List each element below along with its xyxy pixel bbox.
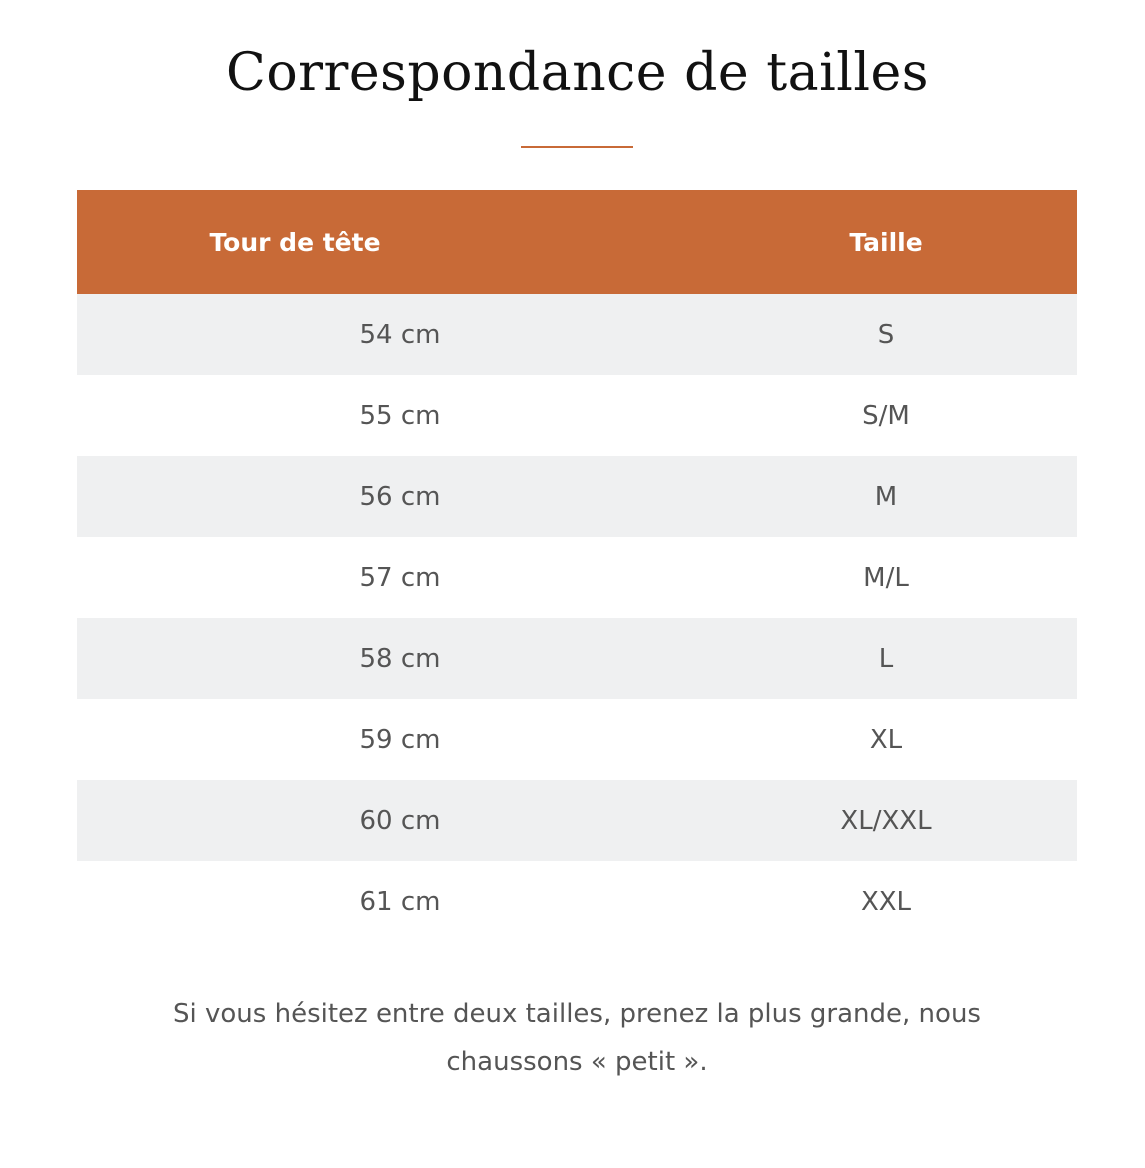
note-line-1: Si vous hésitez entre deux tailles, prenez la plus grande, nous	[173, 999, 981, 1029]
size-cell: XL/XXL	[695, 780, 1077, 861]
sizing-advice-note	[77, 990, 1077, 1086]
head-circumference-cell: 60 cm	[77, 780, 695, 861]
table-row	[77, 294, 1077, 375]
table-row	[77, 699, 1077, 780]
page-title: Correspondance de tailles	[226, 43, 929, 103]
head-circumference-cell: 55 cm	[77, 375, 695, 456]
table-row	[77, 618, 1077, 699]
size-cell: L	[695, 618, 1077, 699]
size-cell: M	[695, 456, 1077, 537]
header-head-circumference: Tour de tête	[77, 190, 695, 294]
note-line-2: chaussons « petit ».	[446, 1047, 708, 1077]
table-row	[77, 780, 1077, 861]
size-cell: XXL	[695, 861, 1077, 942]
size-cell: S	[695, 294, 1077, 375]
head-circumference-cell: 57 cm	[77, 537, 695, 618]
head-circumference-cell: 58 cm	[77, 618, 695, 699]
head-circumference-cell: 56 cm	[77, 456, 695, 537]
size-cell: XL	[695, 699, 1077, 780]
size-chart-table	[77, 190, 1077, 942]
size-cell: S/M	[695, 375, 1077, 456]
table-header-row	[77, 190, 1077, 294]
header-size: Taille	[695, 190, 1077, 294]
title-divider	[521, 146, 633, 148]
size-cell: M/L	[695, 537, 1077, 618]
table-row	[77, 537, 1077, 618]
head-circumference-cell: 54 cm	[77, 294, 695, 375]
table-row	[77, 861, 1077, 942]
table-row	[77, 456, 1077, 537]
table-row	[77, 375, 1077, 456]
head-circumference-cell: 61 cm	[77, 861, 695, 942]
head-circumference-cell: 59 cm	[77, 699, 695, 780]
